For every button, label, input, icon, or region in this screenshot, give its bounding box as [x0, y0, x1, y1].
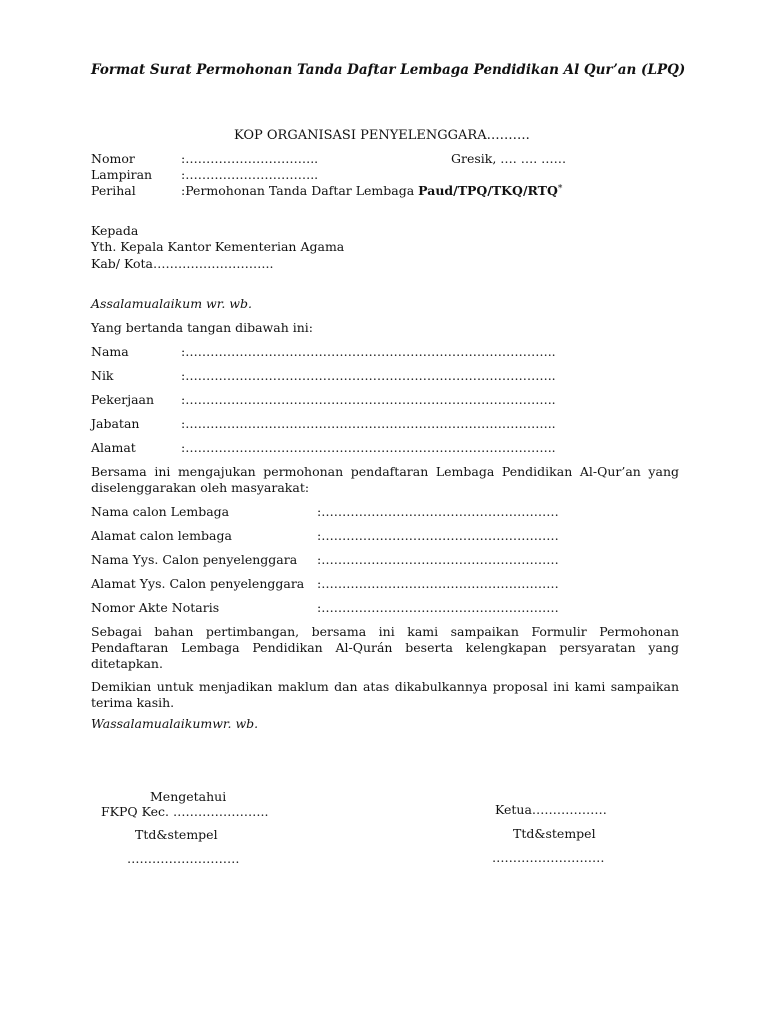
field-label-nomor: Nomor	[91, 151, 135, 166]
recipient-line-1: Kepada	[91, 223, 139, 238]
field-value-nik: :……………………………………………………………………………..	[181, 368, 556, 383]
field-value-lampiran: :…………………………..	[181, 167, 319, 182]
paragraph-consideration: Sebagai bahan pertimbangan, bersama ini kami sampaikan Formulir Permohonan Pendaftaran Lembaga Pendidikan Al-Qurán beserta kelengkapan persyaratan yang ditetapkan.	[91, 624, 679, 671]
field-label-jabatan: Jabatan	[91, 416, 140, 431]
paragraph-application: Bersama ini mengajukan permohonan pendaftaran Lembaga Pendidikan Al-Qur’an yang diselenggarakan oleh masyarakat:	[91, 464, 679, 495]
field-label-perihal: Perihal	[91, 183, 136, 198]
field-value-alamat-yayasan: :…………………………………………………	[317, 576, 559, 591]
letterhead-placeholder: KOP ORGANISASI PENYELENGGARA……….	[234, 128, 530, 143]
field-label-nama: Nama	[91, 344, 129, 359]
field-value-nama-yayasan: :…………………………………………………	[317, 552, 559, 567]
sign-left-stamp: Ttd&stempel	[135, 827, 218, 842]
sign-right-name: ………………………	[492, 850, 605, 865]
field-value-nomor: :…………………………..	[181, 151, 319, 166]
field-label-nik: Nik	[91, 368, 114, 383]
field-value-nama: :……………………………………………………………………………..	[181, 344, 556, 359]
field-value-perihal	[181, 185, 562, 198]
field-label-pekerjaan: Pekerjaan	[91, 392, 155, 407]
recipient-line-3: Kab/ Kota………………………..	[91, 256, 274, 271]
field-label-alamat: Alamat	[91, 440, 136, 455]
document-title: Format Surat Permohonan Tanda Daftar Lembaga Pendidikan Al Qur’an (LPQ)	[91, 62, 686, 78]
field-label-alamat-yayasan: Alamat Yys. Calon penyelenggara	[91, 576, 305, 591]
sign-right-stamp: Ttd&stempel	[513, 826, 596, 841]
perihal-asterisk: *	[557, 184, 563, 194]
perihal-institution-types: Paud/TPQ/TKQ/RTQ	[418, 183, 558, 198]
closing-greeting: Wassalamualaikumwr. wb.	[91, 716, 259, 731]
greeting: Assalamualaikum wr. wb.	[91, 296, 252, 311]
perihal-prefix: :Permohonan Tanda Daftar Lembaga	[181, 183, 419, 198]
field-value-akte-notaris: :…………………………………………………	[317, 600, 559, 615]
field-label-akte-notaris: Nomor Akte Notaris	[91, 600, 220, 615]
sign-left-title: Mengetahui	[150, 789, 227, 804]
sign-left-name: ………………………	[127, 851, 240, 866]
intro-line: Yang bertanda tangan dibawah ini:	[91, 320, 313, 335]
recipient-line-2: Yth. Kepala Kantor Kementerian Agama	[91, 239, 345, 254]
field-label-nama-lembaga: Nama calon Lembaga	[91, 504, 230, 519]
field-value-nama-lembaga: :…………………………………………………	[317, 504, 559, 519]
sign-right-title: Ketua………………	[495, 802, 607, 817]
field-label-lampiran: Lampiran	[91, 167, 153, 182]
paragraph-closing-remark: Demikian untuk menjadikan maklum dan atas dikabulkannya proposal ini kami sampaikan terima kasih.	[91, 679, 679, 710]
field-value-alamat-lembaga: :…………………………………………………	[317, 528, 559, 543]
field-label-alamat-lembaga: Alamat calon lembaga	[91, 528, 232, 543]
field-value-pekerjaan: :……………………………………………………………………………..	[181, 392, 556, 407]
sign-left-org: FKPQ Kec. …………………..	[101, 804, 269, 819]
field-label-nama-yayasan: Nama Yys. Calon penyelenggara	[91, 552, 298, 567]
field-value-alamat: :……………………………………………………………………………..	[181, 440, 556, 455]
place-date: Gresik, …. …. ……	[451, 151, 567, 166]
field-value-jabatan: :……………………………………………………………………………..	[181, 416, 556, 431]
